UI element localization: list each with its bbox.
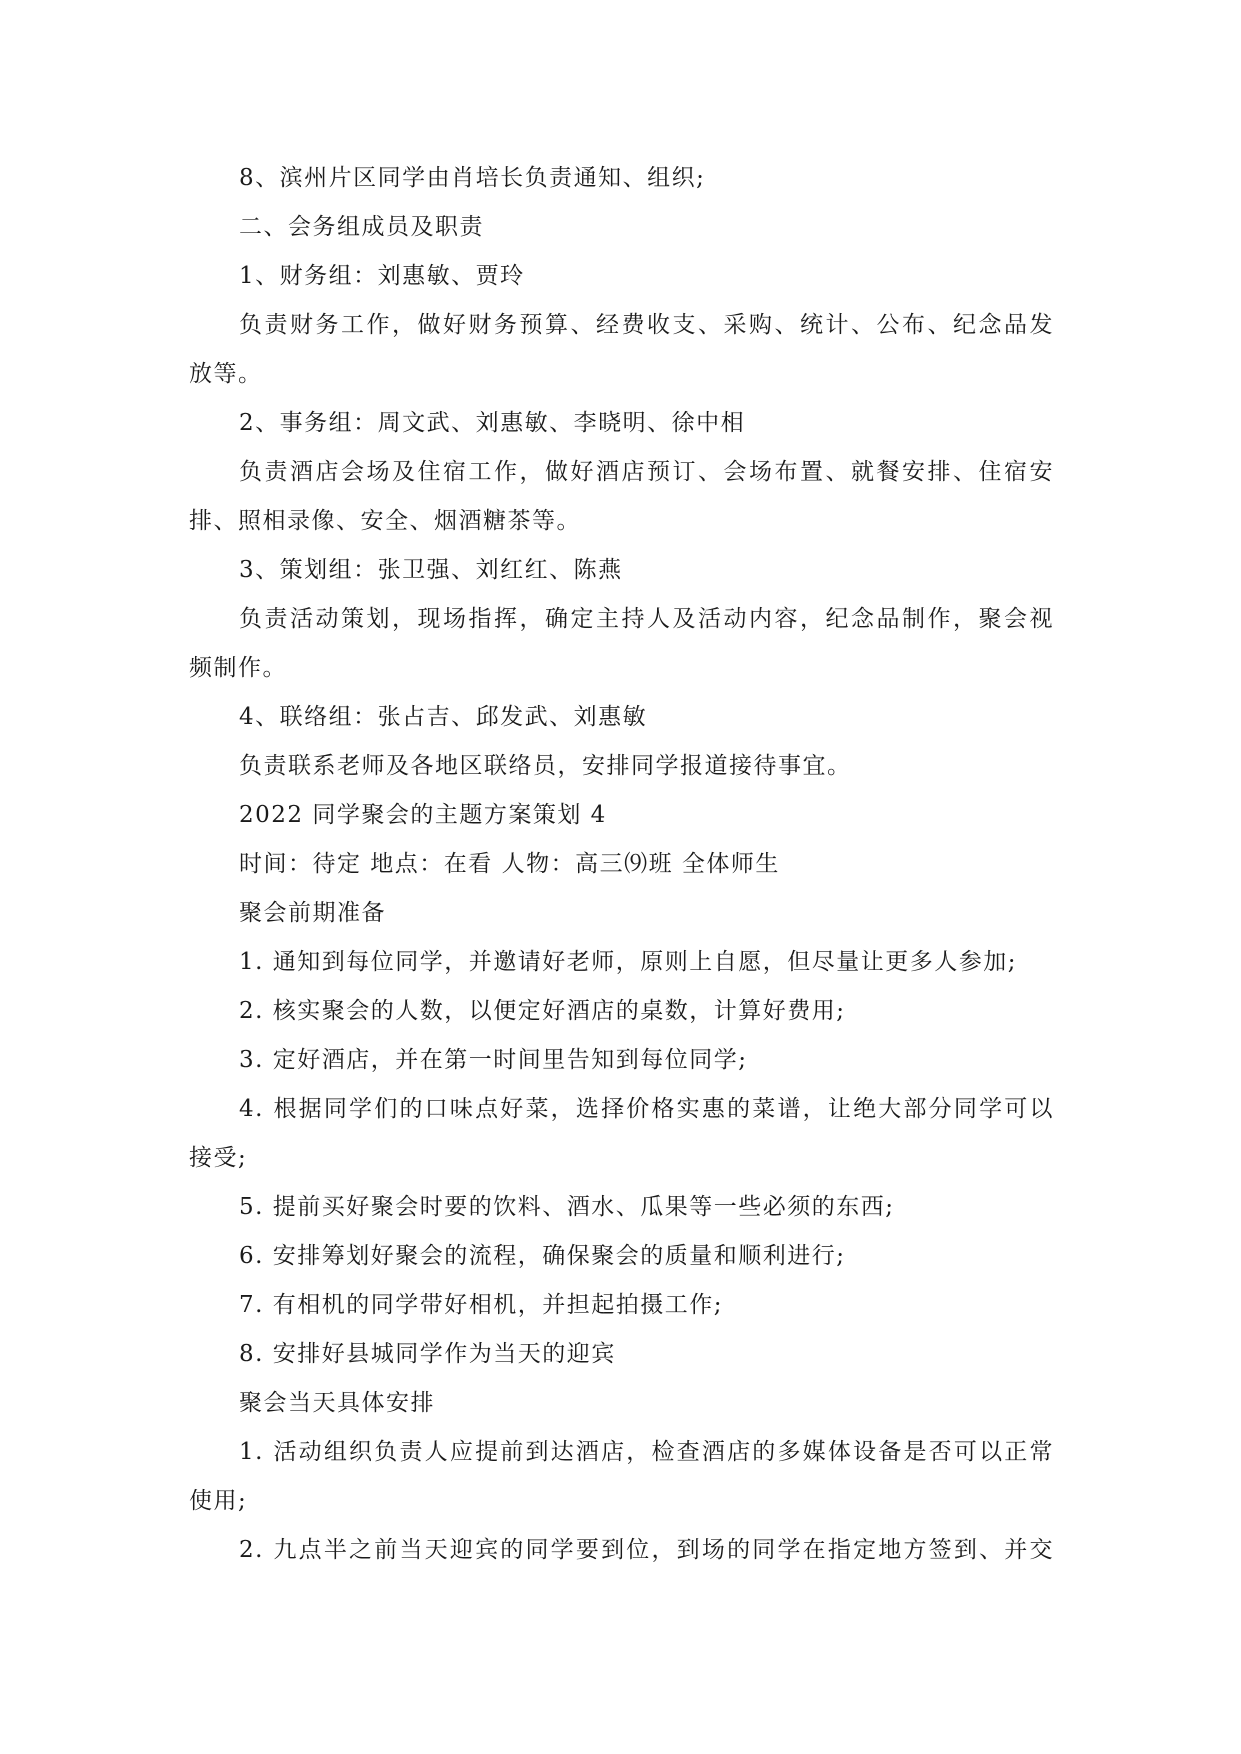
text-line: 负责联系老师及各地区联络员，安排同学报道接待事宜。 [239, 753, 852, 779]
text-line: 3. 定好酒店，并在第一时间里告知到每位同学; [239, 1047, 748, 1073]
text-line: 1. 通知到每位同学，并邀请好老师，原则上自愿，但尽量让更多人参加; [239, 949, 1018, 975]
text-line: 2. 九点半之前当天迎宾的同学要到位，到场的同学在指定地方签到、并交 [239, 1537, 1054, 1563]
text-line: 二、会务组成员及职责 [239, 214, 484, 240]
text-line: 负责酒店会场及住宿工作，做好酒店预订、会场布置、就餐安排、住宿安 [239, 459, 1054, 485]
text-line: 2. 核实聚会的人数，以便定好酒店的桌数，计算好费用; [239, 998, 846, 1024]
text-line: 2022 同学聚会的主题方案策划 4 [239, 802, 607, 828]
text-line: 放等。 [189, 361, 263, 387]
text-line: 使用; [189, 1488, 248, 1514]
text-line: 负责财务工作，做好财务预算、经费收支、采购、统计、公布、纪念品发 [239, 312, 1054, 338]
text-line: 4、联络组：张占吉、邱发武、刘惠敏 [239, 704, 648, 730]
text-line: 聚会当天具体安排 [239, 1390, 435, 1416]
text-line: 聚会前期准备 [239, 900, 386, 926]
document-body [189, 154, 1054, 1575]
text-line: 1. 活动组织负责人应提前到达酒店，检查酒店的多媒体设备是否可以正常 [239, 1439, 1054, 1465]
text-line: 3、策划组：张卫强、刘红红、陈燕 [239, 557, 623, 583]
text-line: 6. 安排筹划好聚会的流程，确保聚会的质量和顺利进行; [239, 1243, 846, 1269]
text-line: 频制作。 [189, 655, 287, 681]
text-line: 负责活动策划，现场指挥，确定主持人及活动内容，纪念品制作，聚会视 [239, 606, 1054, 632]
text-line: 8. 安排好县城同学作为当天的迎宾 [239, 1341, 616, 1367]
text-line: 4. 根据同学们的口味点好菜，选择价格实惠的菜谱，让绝大部分同学可以 [239, 1096, 1054, 1122]
text-line: 接受; [189, 1145, 248, 1171]
text-line: 时间：待定 地点：在看 人物：高三⑼班 全体师生 [239, 851, 780, 877]
text-line: 5. 提前买好聚会时要的饮料、酒水、瓜果等一些必须的东西; [239, 1194, 895, 1220]
text-line: 排、照相录像、安全、烟酒糖茶等。 [189, 508, 581, 534]
text-line: 8、滨州片区同学由肖培长负责通知、组织; [239, 165, 706, 191]
text-line: 7. 有相机的同学带好相机，并担起拍摄工作; [239, 1292, 724, 1318]
text-line: 1、财务组：刘惠敏、贾玲 [239, 263, 525, 289]
text-line: 2、事务组：周文武、刘惠敏、李晓明、徐中相 [239, 410, 746, 436]
